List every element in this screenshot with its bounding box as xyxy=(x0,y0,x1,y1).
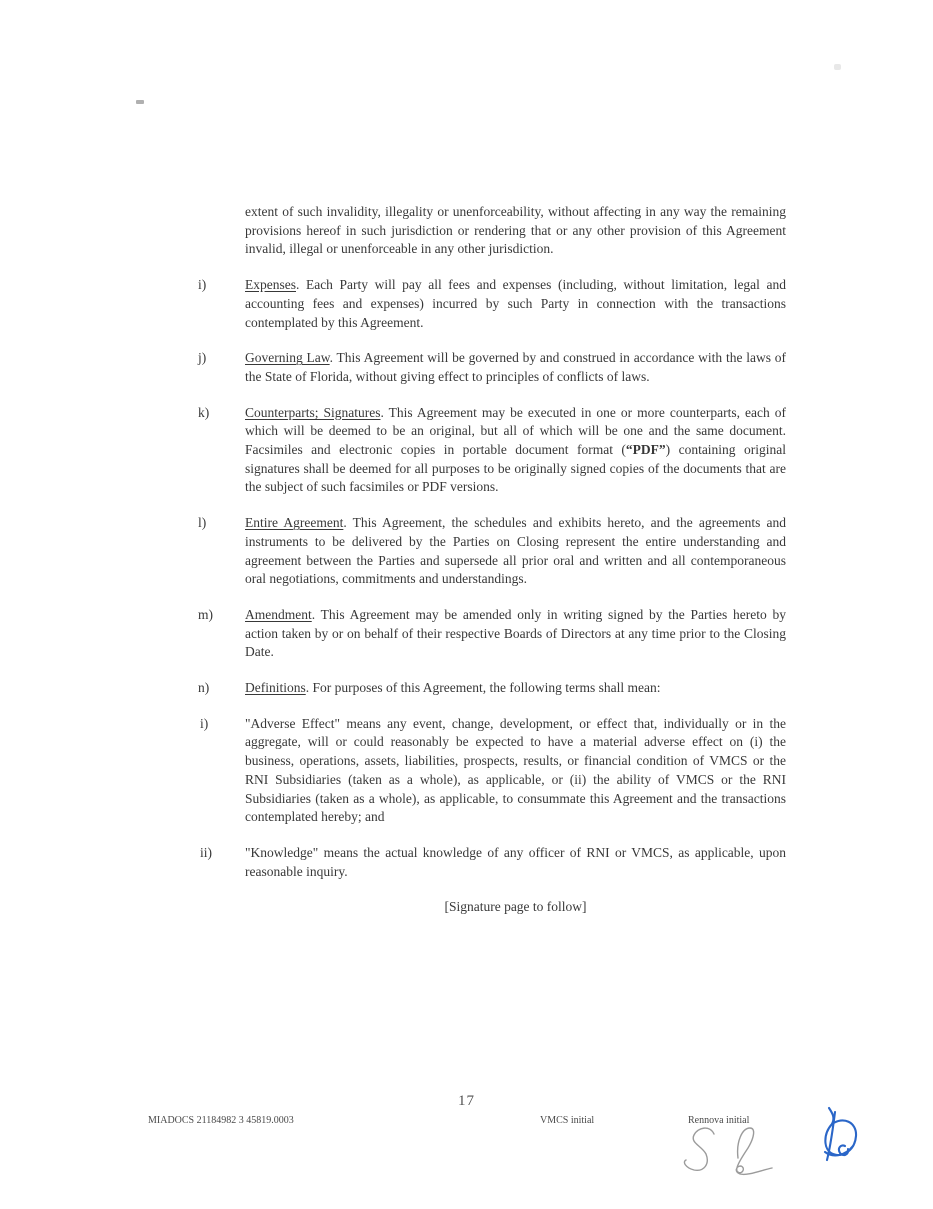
clause-text: . This Agreement, the schedules and exhibits hereto, and the agreements and instruments to be delivered by the Parties on Closing represent the entire understanding and agreement between the Parties and supersede all prior oral and written and all contemporaneous oral negotiations, commitments and understandings. xyxy=(245,515,786,587)
scan-artifact-mark xyxy=(136,100,144,104)
clause-text: . This Agreement will be governed by and construed in accordance with the laws of the State of Florida, without giving effect to principles of conflicts of laws. xyxy=(245,350,786,384)
clause-list xyxy=(198,276,787,881)
clause-label: n) xyxy=(198,680,210,696)
clause-n xyxy=(198,679,786,698)
signature-note: [Signature page to follow] xyxy=(444,899,587,915)
clause-text: . For purposes of this Agreement, the following terms shall mean: xyxy=(305,680,661,696)
clause-label: k) xyxy=(198,404,210,420)
clause-label: i) xyxy=(198,277,207,293)
clause-heading: Entire Agreement xyxy=(245,515,344,531)
rennova-initials-signature xyxy=(680,1122,780,1180)
clause-k xyxy=(198,404,787,498)
definition-i xyxy=(200,715,786,827)
definition-label: i) xyxy=(200,715,209,731)
blue-ink-initials-signature xyxy=(815,1104,863,1166)
definition-text: "Adverse Effect" means any event, change, development, or effect that, individually or in the aggregate, will or could reasonably be expected to have a material adverse effect on (i) the business, operations, assets, liabilities, prospects, results, or financial condition of VMCS or the RNI Subsidiaries (taken as a whole), as applicable, or (ii) the ability of VMCS or the RNI Subsidiaries (taken as a whole), as applicable, to consummate this Agreement and the transactions contemplated hereby; and xyxy=(245,715,786,825)
footer-doc-id: MIADOCS 21184982 3 45819.0003 xyxy=(148,1115,294,1126)
definition-label: ii) xyxy=(200,844,212,860)
clause-label: m) xyxy=(198,606,213,622)
footer-vmcs-initial-label: VMCS initial xyxy=(540,1115,595,1126)
clause-heading: Expenses xyxy=(245,277,296,293)
clause-text: “PDF” xyxy=(625,442,666,458)
clause-j xyxy=(198,349,786,386)
clause-text: . This Agreement may be amended only in writing signed by the Parties hereto by action taken by or on behalf of their respective Boards of Directors at any time prior to the Closing Date. xyxy=(245,606,786,660)
clause-text: ) containing original signatures shall be deemed for all purposes to be originally signed copies of the documents that are the subject of such facsimiles or PDF versions. xyxy=(245,442,786,495)
page-number: 17 xyxy=(458,1093,475,1109)
clause-label: j) xyxy=(198,350,207,366)
clause-text: . This Agreement may be executed in one or more counterparts, each of which will be deemed to be an original, but all of which will be one and the same document. Facsimiles and electronic copies in portable document format ( xyxy=(245,404,787,458)
clause-text: . Each Party will pay all fees and expenses (including, without limitation, legal and accounting fees and expenses) incurred by such Party in connection with the transactions contemplated by this Agreement. xyxy=(245,277,786,330)
document-content xyxy=(198,203,787,934)
clause-l xyxy=(198,514,786,589)
scan-artifact-mark xyxy=(834,64,841,70)
clause-heading: Counterparts; Signatures xyxy=(245,404,381,420)
clause-m xyxy=(198,606,786,662)
clause-heading: Amendment xyxy=(245,606,312,622)
clause-heading: Governing Law xyxy=(245,350,330,366)
definition-text: "Knowledge" means the actual knowledge of any officer of RNI or VMCS, as applicable, upon reasonable inquiry. xyxy=(245,844,786,879)
clause-label: l) xyxy=(198,515,207,531)
clause-i xyxy=(198,276,786,332)
paragraph-continuation: extent of such invalidity, illegality or unenforceability, without affecting in any way the remaining provisions hereof in such jurisdiction or rendering that or any other provision of this Agreement invalid, illegal or unenforceable in any other jurisdiction. xyxy=(245,204,786,257)
clause-heading: Definitions xyxy=(245,680,306,696)
definition-ii xyxy=(200,844,786,881)
footer-rennova-initial-label: Rennova initial xyxy=(688,1115,750,1126)
